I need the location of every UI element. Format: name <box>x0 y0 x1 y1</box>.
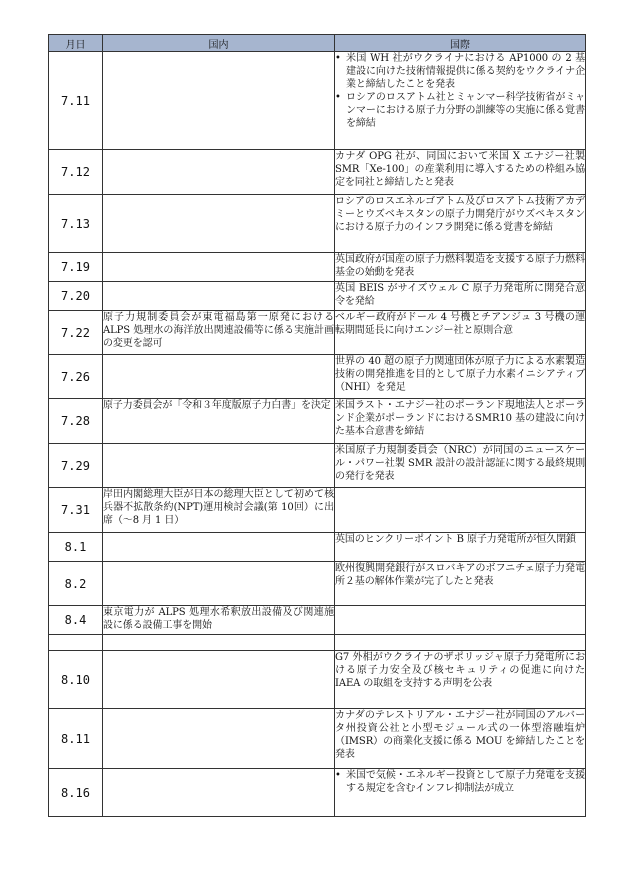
table-row <box>49 355 586 399</box>
bullet-icon: • <box>335 770 341 781</box>
list-item <box>335 52 585 91</box>
list-item <box>335 769 585 795</box>
row-date: 8.4 <box>49 606 103 635</box>
table-row <box>49 52 586 150</box>
table-row <box>49 606 586 635</box>
row-domestic: 岸田内閣総理大臣が日本の総理大臣として初めて核兵器不拡散条約(NPT)運用検討会議(第 10回）に出席（～8 月 1 日） <box>103 488 335 533</box>
row-domestic <box>103 195 335 253</box>
row-date: 8.16 <box>49 769 103 817</box>
row-domestic <box>103 253 335 282</box>
table-row <box>49 253 586 282</box>
row-date: 7.12 <box>49 150 103 195</box>
table-row <box>49 488 586 533</box>
row-domestic <box>103 282 335 311</box>
table-row <box>49 709 586 769</box>
row-date: 7.13 <box>49 195 103 253</box>
row-international: 米国原子力規制委員会（NRC）が同国のニュースケール・パワー社製 SMR 設計の設計認証に関する最終規則の発行を発表 <box>335 444 586 488</box>
table-row <box>49 651 586 709</box>
item-text: 米国 WH 社がウクライナにおける AP1000 の 2 基建設に向けた技術情報提供に係る契約をウクライナ企業と締結したことを発表 <box>346 53 585 90</box>
table-row <box>49 769 586 817</box>
row-domestic <box>103 709 335 769</box>
row-domestic <box>103 150 335 195</box>
row-date: 7.28 <box>49 399 103 444</box>
bullet-icon: • <box>335 53 341 64</box>
row-date: 8.1 <box>49 533 103 562</box>
row-domestic <box>103 635 335 651</box>
bullet-list <box>335 52 585 130</box>
item-text: ロシアのロスアトム社とミャンマー科学技術省がミャンマーにおける原子力分野の訓練等の実施に係る覚書を締結 <box>346 92 585 129</box>
row-date: 7.29 <box>49 444 103 488</box>
row-date: 7.20 <box>49 282 103 311</box>
row-domestic <box>103 533 335 562</box>
table-row <box>49 533 586 562</box>
row-international: 英国のヒンクリーポイント B 原子力発電所が恒久閉鎖 <box>335 533 586 562</box>
row-date: 7.19 <box>49 253 103 282</box>
list-item <box>335 91 585 130</box>
row-date: 8.2 <box>49 562 103 606</box>
row-international: 欧州復興開発銀行がスロバキアのボフニチェ原子力発電所２基の解体作業が完了したと発表 <box>335 562 586 606</box>
row-international: カナダのテレストリアル・エナジー社が同国のアルバータ州投資公社と小型モジュール式の一体型溶融塩炉（IMSR）の商業化支援に係る MOU を締結したことを発表 <box>335 709 586 769</box>
row-domestic <box>103 52 335 150</box>
header-date: 月日 <box>49 35 103 52</box>
row-date: 7.22 <box>49 311 103 355</box>
table-row <box>49 311 586 355</box>
row-international: 英国政府が国産の原子力燃料製造を支援する原子力燃料基金の始動を発表 <box>335 253 586 282</box>
row-domestic: 東京電力が ALPS 処理水希釈放出設備及び関連施設に係る設備工事を開始 <box>103 606 335 635</box>
row-international <box>335 488 586 533</box>
row-domestic: 原子力委員会が「令和３年度版原子力白書」を決定 <box>103 399 335 444</box>
row-domestic <box>103 651 335 709</box>
row-date: 7.31 <box>49 488 103 533</box>
row-international: G7 外相がウクライナのザポリッジャ原子力発電所における原子力安全及び核セキュリティの促進に向けた IAEA の取組を支持する声明を公表 <box>335 651 586 709</box>
row-domestic <box>103 355 335 399</box>
row-international <box>335 52 586 150</box>
item-text: 米国で気候・エネルギー投資として原子力発電を支援する規定を含むインフレ抑制法が成立 <box>346 770 585 794</box>
header-international: 国際 <box>335 35 586 52</box>
row-international: 英国 BEIS がサイズウェル C 原子力発電所に開発合意令を発給 <box>335 282 586 311</box>
row-international <box>335 635 586 651</box>
header-domestic: 国内 <box>103 35 335 52</box>
row-international: ロシアのロスエネルゴアトム及びロスアトム技術アカデミーとウズベキスタンの原子力開発庁がウズベキスタンにおける原子力のインフラ開発に係る覚書を締結 <box>335 195 586 253</box>
row-date: 7.26 <box>49 355 103 399</box>
row-international <box>335 606 586 635</box>
row-domestic <box>103 562 335 606</box>
row-domestic <box>103 444 335 488</box>
timeline-table <box>48 34 586 817</box>
row-international: カナダ OPG 社が、同国において米国 X エナジー社製 SMR「Xe-100」の産業利用に導入するための枠組み協定を同社と締結したと発表 <box>335 150 586 195</box>
table-row-empty <box>49 635 586 651</box>
row-date: 8.10 <box>49 651 103 709</box>
table-row <box>49 444 586 488</box>
table-row <box>49 562 586 606</box>
row-domestic <box>103 769 335 817</box>
row-international: 世界の 40 超の原子力関連団体が原子力による水素製造技術の開発推進を目的として原子力水素イニシアティブ（NHI）を発足 <box>335 355 586 399</box>
table-row <box>49 150 586 195</box>
table-row <box>49 282 586 311</box>
table-row <box>49 399 586 444</box>
row-international: ベルギー政府がドール 4 号機とチアンジュ 3 号機の運転期間延長に向けエンジー社と原則合意 <box>335 311 586 355</box>
row-date: 7.11 <box>49 52 103 150</box>
header-row <box>49 35 586 52</box>
row-international: 米国ラスト・エナジー社のポーランド現地法人とポーランド企業がポーランドにおけるSMR10 基の建設に向けた基本合意書を締結 <box>335 399 586 444</box>
row-date <box>49 635 103 651</box>
row-international <box>335 769 586 817</box>
row-domestic: 原子力規制委員会が東電福島第一原発におけるALPS 処理水の海洋放出関連設備等に係る実施計画の変更を認可 <box>103 311 335 355</box>
bullet-icon: • <box>335 92 341 103</box>
bullet-list <box>335 769 585 795</box>
row-date: 8.11 <box>49 709 103 769</box>
table-row <box>49 195 586 253</box>
